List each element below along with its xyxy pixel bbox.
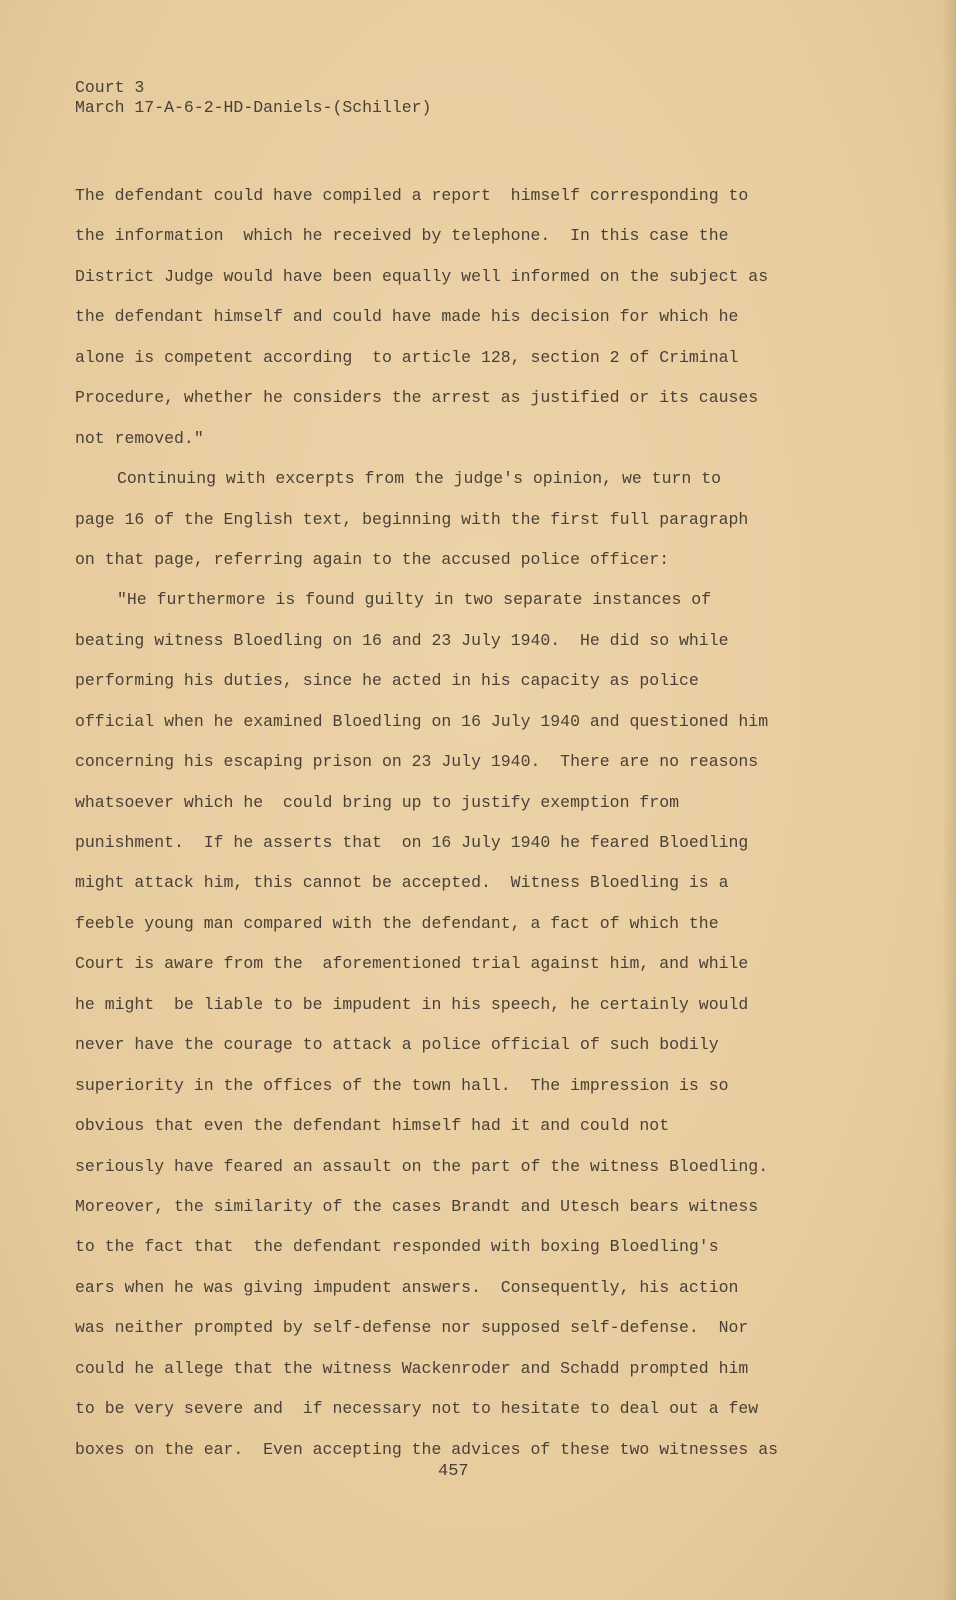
text-line: to be very severe and if necessary not to hesitate to deal out a few [75,1399,759,1419]
text-line: punishment. If he asserts that on 16 July 1940 he feared Bloedling [75,833,749,852]
text-line: ears when he was giving impudent answers. Consequently, his action [75,1277,739,1297]
text-line: District Judge would have been equally well informed on the subject as [75,266,769,286]
text-line: superiority in the offices of the town hall. The impression is so [75,1075,729,1095]
page-edge-shadow [942,0,956,1600]
text-line: on that page, referring again to the accused police officer: [75,549,670,569]
text-line: he might be liable to be impudent in his speech, he certainly would [75,994,749,1014]
text-line: beating witness Bloedling on 16 and 23 July 1940. He did so while [75,630,729,650]
text-line: obvious that even the defendant himself had it and could not [75,1116,670,1136]
text-line: was neither prompted by self-defense nor supposed self-defense. Nor [75,1318,749,1338]
page-number: 457 [438,1462,469,1481]
document-body [75,176,778,1470]
text-line: might attack him, this cannot be accepted. Witness Bloedling is a [75,873,729,893]
text-line: feeble young man compared with the defendant, a fact of which the [75,913,719,933]
text-line: Procedure, whether he considers the arrest as justified or its causes [75,388,759,408]
court-label: Court 3 [75,78,145,97]
text-line: Continuing with excerpts from the judge's opinion, we turn to [117,469,721,489]
text-line: performing his duties, since he acted in his capacity as police [75,671,699,691]
text-line: to the fact that the defendant responded with boxing Bloedling's [75,1237,719,1257]
text-line: the information which he received by telephone. In this case the [75,226,729,246]
text-line: concerning his escaping prison on 23 July 1940. There are no reasons [75,752,759,772]
text-line: seriously have feared an assault on the part of the witness Bloedling. [75,1156,769,1176]
text-line: whatsoever which he could bring up to justify exemption from [75,792,679,812]
text-line: The defendant could have compiled a report himself corresponding to [75,186,749,205]
text-line: could he allege that the witness Wackenroder and Schadd prompted him [75,1358,749,1378]
text-line: never have the courage to attack a police official of such bodily [75,1035,719,1055]
document-header [75,78,431,118]
text-line: the defendant himself and could have made his decision for which he [75,307,739,327]
text-line: boxes on the ear. Even accepting the advices of these two witnesses as [75,1439,779,1459]
text-line: Court is aware from the aforementioned trial against him, and while [75,954,749,974]
text-line: alone is competent according to article 128, section 2 of Criminal [75,347,739,367]
case-reference: March 17-A-6-2-HD-Daniels-(Schiller) [75,98,432,117]
text-line: official when he examined Bloedling on 16 July 1940 and questioned him [75,711,769,731]
text-line: Moreover, the similarity of the cases Brandt and Utesch bears witness [75,1196,759,1216]
text-line: not removed." [75,428,204,448]
text-line: page 16 of the English text, beginning with the first full paragraph [75,509,749,529]
text-line: "He furthermore is found guilty in two separate instances of [117,590,712,610]
